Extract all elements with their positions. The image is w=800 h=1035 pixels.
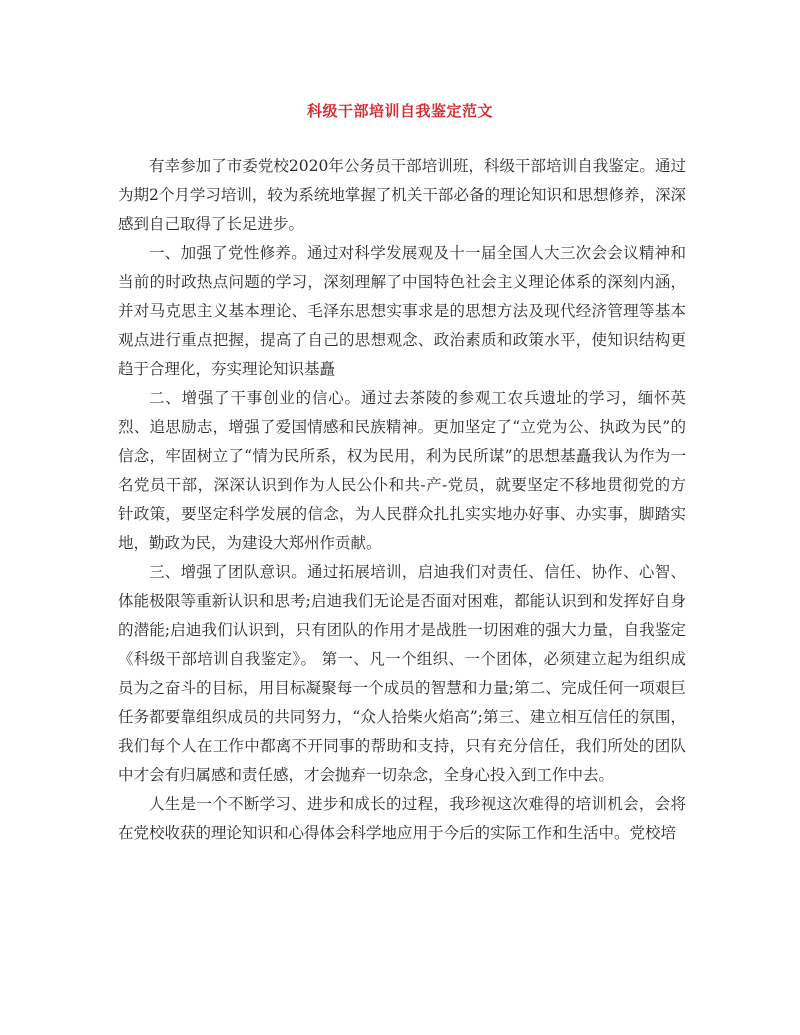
paragraph-conclusion: 人生是一个不断学习、进步和成长的过程，我珍视这次难得的培训机会，会将在党校收获的理论知识和心得体会科学地应用于今后的实际工作和生活中。党校培 bbox=[118, 795, 686, 842]
paragraph-confidence: 二、增强了干事创业的信心。通过去茶陵的参观工农兵遗址的学习，缅怀英烈、追思励志，增强了爱国情感和民族精神。更加坚定了“立党为公、执政为民”的信念，牢固树立了“情为民所系，权为民用，利为民所谋”的思想基矗我认为作为一名党员干部，深深认识到作为人民公仆和共-产-党员，就要坚定不移地贯彻党的方针政策，要坚定科学发展的信念，为人民群众扎扎实实地办好事、办实事，脚踏实地，勤政为民，为建设大郑州作贡献。 bbox=[118, 389, 686, 552]
paragraph-intro: 有幸参加了市委党校2020年公务员干部培训班，科级干部培训自我鉴定。通过为期2个月学习培训，较为系统地掌握了机关干部必备的理论知识和思想修养，深深感到自己取得了长足进步。 bbox=[118, 157, 686, 233]
document-title: 科级干部培训自我鉴定范文 bbox=[306, 102, 493, 120]
paragraph-team-awareness: 三、增强了团队意识。通过拓展培训，启迪我们对责任、信任、协作、心智、体能极限等重新认识和思考;启迪我们无论是否面对困难，都能认识到和发挥好自身的潜能;启迪我们认识到，只有团队的作用才是战胜一切困难的强大力量，自我鉴定《科级干部培训自我鉴定》。 第一、凡一个组织、一个团体，必须建立起为组织成员为之奋斗的目标，用目标凝聚每一个成员的智慧和力量;第二、完成任何一项艰巨任务都要靠组织成员的共同努力，“众人拾柴火焰高”;第三、建立相互信任的氛围，我们每个人在工作中都离不开同事的帮助和支持，只有充分信任，我们所处的团队中才会有归属感和责任感，才会抛弃一切杂念，全身心投入到工作中去。 bbox=[118, 563, 686, 784]
document-body bbox=[118, 152, 686, 848]
paragraph-party-spirit: 一、加强了党性修养。通过对科学发展观及十一届全国人大三次会会议精神和当前的时政热点问题的学习，深刻理解了中国特色社会主义理论体系的深刻内涵，并对马克思主义基本理论、毛泽东思想实事求是的思想方法及现代经济管理等基本观点进行重点把握，提高了自己的思想观念、政治素质和政策水平，使知识结构更趋于合理化，夯实理论知识基矗 bbox=[118, 244, 686, 378]
